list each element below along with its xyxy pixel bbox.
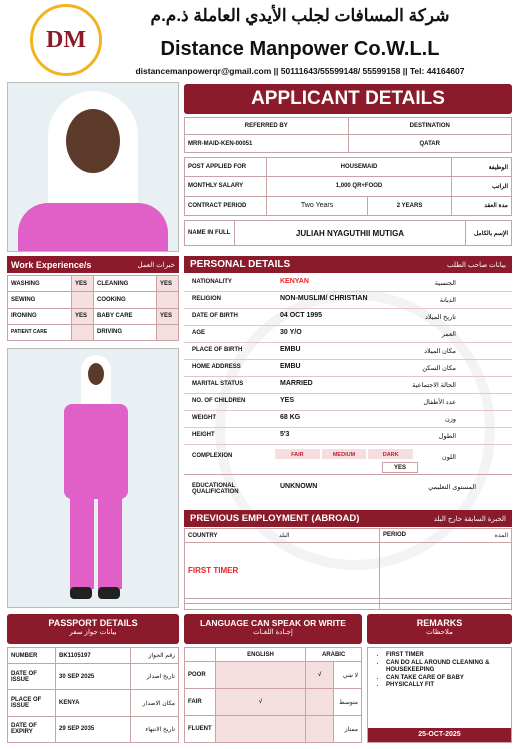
remarks-title-ar: ملاحظات (426, 629, 453, 636)
arabic-mark (306, 716, 334, 743)
personal-row (184, 411, 512, 428)
remark-item: • FIRST TIMER (386, 652, 508, 660)
personal-ar: الطول (438, 433, 456, 440)
logo-text: DM (46, 26, 86, 53)
period-empty (380, 543, 512, 599)
personal-value: YES (280, 397, 295, 404)
personal-label: HOME ADDRESS (192, 364, 241, 370)
personal-label: NO. OF CHILDREN (192, 398, 246, 404)
country-header (185, 529, 380, 543)
personal-label: PLACE OF BIRTH (192, 347, 243, 353)
personal-ar: الديانة (439, 297, 456, 304)
personal-label: AGE (192, 330, 206, 336)
personal-row (184, 360, 512, 377)
passport-ar: مكان الاصدار (131, 690, 179, 716)
referred-by-label: REFERRED BY (185, 118, 349, 135)
post-value: HOUSEMAID (267, 158, 452, 177)
destination-value: QATAR (348, 135, 512, 153)
previous-employment-header (184, 510, 512, 527)
skill-value: YES (71, 276, 93, 292)
complexion-fair: FAIR (274, 448, 321, 460)
country-ar: البلد (279, 533, 290, 539)
contract-label: CONTRACT PERIOD (185, 196, 267, 215)
company-logo (30, 4, 102, 76)
personal-value: KENYAN (280, 278, 309, 285)
passport-value: 29 SEP 2035 (56, 716, 131, 742)
skill-value: YES (157, 276, 179, 292)
english-mark (215, 662, 306, 689)
contract-value-1: Two Years (267, 196, 368, 215)
personal-value: EMBU (280, 363, 301, 370)
referral-table (184, 117, 512, 153)
personal-value: NON-MUSLIM/ CHRISTIAN (280, 295, 368, 302)
arabic-mark (306, 689, 334, 716)
remarks-list (376, 652, 508, 690)
remarks-date: 25-OCT-2025 (368, 728, 511, 742)
remarks-header (367, 614, 512, 644)
first-timer-cell: FIRST TIMER (185, 543, 380, 599)
previous-employment-table (184, 528, 512, 610)
language-corner (185, 648, 216, 662)
passport-value: 30 SEP 2025 (56, 664, 131, 690)
education-value: UNKNOWN (280, 483, 318, 490)
personal-value: 5'3 (280, 431, 290, 438)
english-header: ENGLISH (215, 648, 306, 662)
level-label: POOR (185, 662, 216, 689)
passport-title-ar: بيانات جواز سفر (69, 629, 117, 636)
personal-ar: وزن (444, 416, 456, 423)
personal-ar: مكان الميلاد (424, 348, 456, 355)
personal-details-header (184, 256, 512, 273)
personal-ar: مكان السكن (422, 365, 456, 372)
level-ar: ممتاز (334, 716, 362, 743)
skill-label: PATIENT CARE (8, 324, 72, 340)
personal-label: HEIGHT (192, 432, 215, 438)
remark-item: • CAN TAKE CARE OF BABY (386, 675, 508, 683)
name-value: JULIAH NYAGUTHII MUTIGA (235, 221, 466, 246)
skill-value (157, 324, 179, 340)
salary-ar: الراتب (452, 177, 512, 196)
personal-details-title: PERSONAL DETAILS (190, 259, 291, 270)
complexion-selected: YES (382, 462, 418, 473)
personal-row (184, 275, 512, 292)
education-label: EDUCATIONAL QUALIFICATION (192, 483, 239, 495)
name-table (184, 220, 512, 246)
salary-value: 1,000 QR+FOOD (267, 177, 452, 196)
skill-label: CLEANING (93, 276, 156, 292)
complexion-dark: DARK (367, 448, 414, 460)
passport-value: BK1105197 (56, 648, 131, 664)
remark-item: • PHYSICALLY FIT (386, 682, 508, 690)
arabic-header: ARABIC (306, 648, 362, 662)
education-ar: المستوى التعليمي (428, 484, 476, 491)
personal-label: MARITAL STATUS (192, 381, 244, 387)
passport-ar: تاريخ اصدار (131, 664, 179, 690)
skill-value (71, 324, 93, 340)
passport-table (7, 647, 179, 743)
employment-empty (185, 604, 380, 610)
skill-value: YES (157, 308, 179, 324)
personal-row (184, 292, 512, 309)
work-experience-header (7, 256, 179, 273)
personal-value: MARRIED (280, 380, 313, 387)
level-ar: متوسط (334, 689, 362, 716)
english-mark: √ (215, 689, 306, 716)
complexion-label: COMPLEXION (192, 453, 233, 459)
period-header (380, 529, 512, 543)
passport-ar: رقم الجواز (131, 648, 179, 664)
personal-ar: عدد الأطفال (423, 399, 456, 406)
period-ar: المدة (494, 533, 508, 539)
personal-label: NATIONALITY (192, 279, 232, 285)
remarks-box (367, 647, 512, 743)
passport-ar: تاريخ الانتهاء (131, 716, 179, 742)
personal-label: RELIGION (192, 296, 222, 302)
remark-item: • CAN DO ALL AROUND CLEANING & HOUSEKEEPING (386, 660, 508, 675)
personal-ar: تاريخ الميلاد (424, 314, 456, 321)
complexion-options (274, 448, 414, 460)
complexion-medium: MEDIUM (321, 448, 368, 460)
language-table (184, 647, 362, 743)
contract-value-2: 2 YEARS (368, 196, 452, 215)
post-ar: الوظيفة (452, 158, 512, 177)
personal-row (184, 394, 512, 411)
english-mark (215, 716, 306, 743)
personal-value: 68 KG (280, 414, 301, 421)
work-experience-table (7, 275, 179, 341)
skill-label: BABY CARE (93, 308, 156, 324)
page-title: APPLICANT DETAILS (184, 84, 512, 114)
period-label: PERIOD (383, 532, 407, 538)
ref-code: MRR-MAID-KEN-00051 (185, 135, 349, 153)
language-title-ar: إجـادة اللغـات (253, 629, 293, 636)
company-name-en: Distance Manpower Co.W.L.L (160, 38, 440, 60)
personal-value: EMBU (280, 346, 301, 353)
personal-row (184, 428, 512, 445)
personal-row (184, 343, 512, 360)
post-table (184, 157, 512, 216)
personal-row (184, 326, 512, 343)
personal-label: WEIGHT (192, 415, 216, 421)
personal-row (184, 377, 512, 394)
name-label: NAME IN FULL (185, 221, 235, 246)
post-label: POST APPLIED FOR (185, 158, 267, 177)
work-experience-title-ar: خبرات العمل (137, 261, 175, 269)
company-name-ar: شركة المسافات لجلب الأيدي العاملة ذ.م.م (150, 6, 450, 25)
language-title: LANGUAGE CAN SPEAK OR WRITE (200, 618, 346, 628)
skill-value (71, 292, 93, 308)
period-empty (380, 604, 512, 610)
skill-value: YES (71, 308, 93, 324)
personal-details-title-ar: بيانات صاحب الطلب (446, 261, 506, 269)
country-label: COUNTRY (188, 533, 218, 539)
skill-label: IRONING (8, 308, 72, 324)
personal-ar: الحالة الاجتماعية (412, 382, 456, 389)
personal-label: DATE OF BIRTH (192, 313, 238, 319)
complexion-row (184, 445, 512, 475)
level-ar: لا شي (334, 662, 362, 689)
applicant-photo-full (7, 348, 179, 608)
skill-label: COOKING (93, 292, 156, 308)
personal-ar: العمر (441, 331, 456, 338)
contract-ar: مدة العقد (452, 196, 512, 215)
contact-line: distancemanpowerqr@gmail.com || 50111643/55599148/ 55599158 || Tel: 44164607 (135, 66, 465, 76)
name-ar: الإسم بالكامل (466, 221, 512, 246)
passport-header (7, 614, 179, 644)
passport-label: DATE OF EXPIRY (8, 716, 56, 742)
previous-employment-title-ar: الخبرة السابقة خارج البلد (433, 515, 506, 523)
skill-label: DRIVING (93, 324, 156, 340)
work-experience-title: Work Experience/s (11, 259, 92, 270)
language-header (184, 614, 362, 644)
level-label: FAIR (185, 689, 216, 716)
passport-label: NUMBER (8, 648, 56, 664)
skill-label: WASHING (8, 276, 72, 292)
passport-value: KENYA (56, 690, 131, 716)
remarks-title: REMARKS (416, 618, 463, 628)
passport-title: PASSPORT DETAILS (48, 618, 138, 628)
destination-label: DESTINATION (348, 118, 512, 135)
salary-label: MONTHLY SALARY (185, 177, 267, 196)
personal-value: 30 Y/O (280, 329, 302, 336)
level-label: FLUENT (185, 716, 216, 743)
passport-label: DATE OF ISSUE (8, 664, 56, 690)
complexion-ar: اللون (441, 454, 456, 461)
skill-value (157, 292, 179, 308)
personal-row (184, 309, 512, 326)
applicant-photo-face (7, 82, 179, 252)
passport-label: PLACE OF ISSUE (8, 690, 56, 716)
previous-employment-title: PREVIOUS EMPLOYMENT (ABROAD) (190, 513, 360, 524)
personal-ar: الجنسية (434, 280, 456, 287)
skill-label: SEWING (8, 292, 72, 308)
personal-value: 04 OCT 1995 (280, 312, 323, 319)
education-row (184, 478, 512, 506)
arabic-mark: √ (306, 662, 334, 689)
